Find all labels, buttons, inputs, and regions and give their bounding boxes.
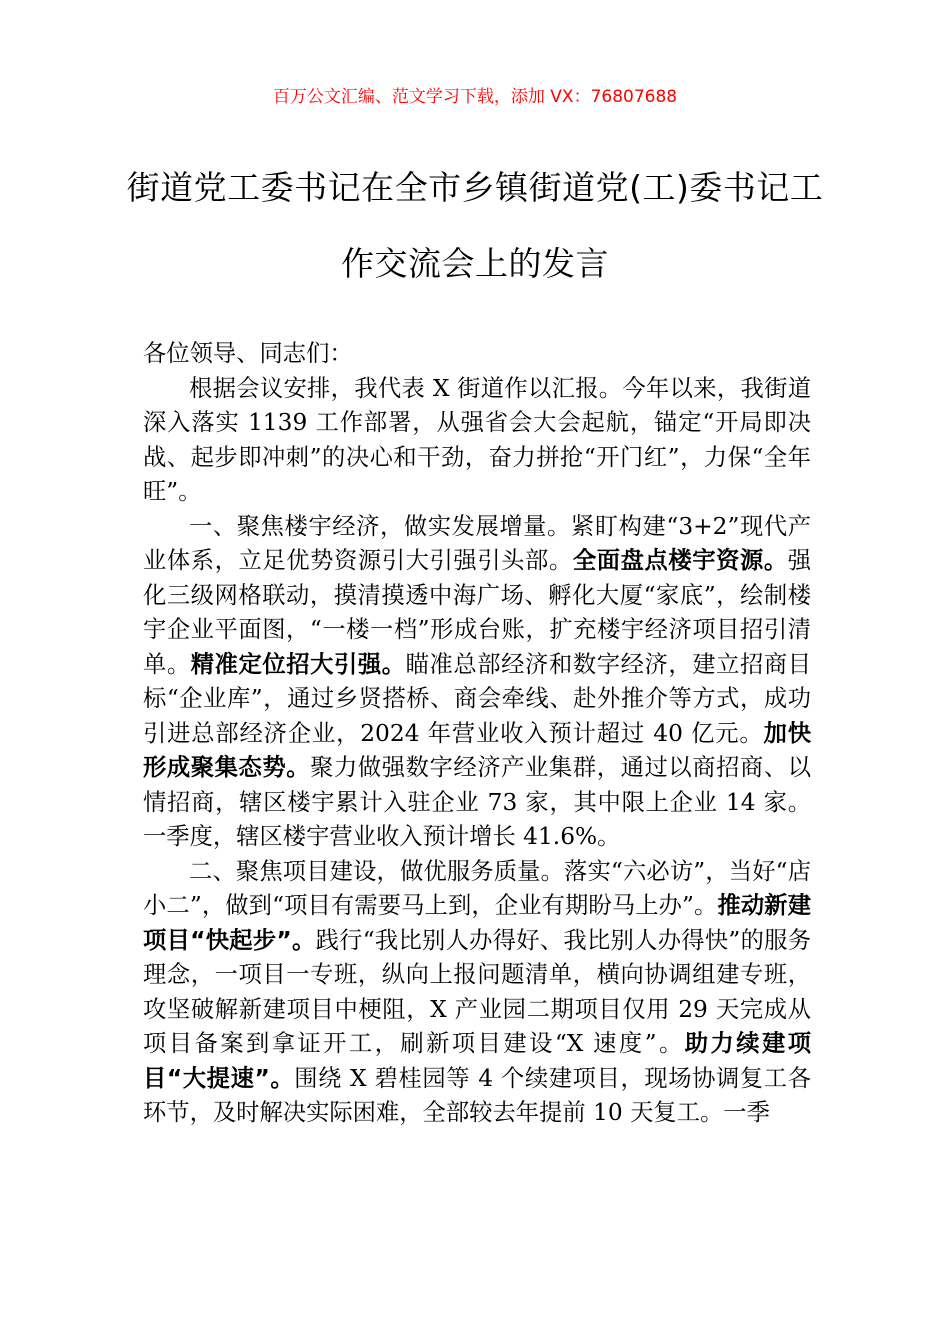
document-body (143, 337, 811, 1131)
section-one-bold-1: 全面盘点楼宇资源。 (572, 547, 788, 574)
section-two-bold-2: 助力续建项目“大提速”。 (143, 1030, 812, 1092)
section-one-text-3: 瞄准总部经济和数字经济，建立招商目标“企业库”，通过乡贤搭桥、商会牵线、赴外推介等方式，成功引进总部经济企业，2024 年营业收入预计超过 40 亿元。 (143, 650, 812, 747)
paragraph-section-two (143, 855, 811, 1131)
section-two-text-3: 围绕 X 碧桂园等 4 个续建项目，现场协调复工各环节，及时解决实际困难，全部较去年提前 10 天复工。一季 (143, 1064, 811, 1126)
section-two-bold-1: 推动新建项目“快起步”。 (143, 892, 812, 954)
paragraph-section-one (143, 510, 811, 855)
section-one-heading: 一、聚焦楼宇经济，做实发展增量。紧盯构建“3+2”现代产业体系，立足优势资源引大引强引头部。 (143, 512, 811, 574)
section-one-bold-2: 精准定位招大引强。 (190, 650, 406, 678)
section-two-text-2: 践行“我比别人办得好、我比别人办得快”的服务理念，一项目一专班，纵向上报问题清单，横向协调组建专班，攻坚破解新建项目中梗阻，X 产业园二期项目仅用 29 天完成从项目备案到拿证开工，刷新项目建设“X 速度”。 (143, 926, 812, 1057)
section-two-heading: 二、聚焦项目建设，做优服务质量。落实“六必访”，当好“店小二”，做到“项目有需要马上到，企业有期盼马上办”。 (143, 857, 811, 919)
header-watermark-note: 百万公文汇编、范文学习下载，添加 VX：76807688 (272, 87, 678, 107)
greeting: 各位领导、同志们： (143, 340, 353, 367)
paragraph-intro: 根据会议安排，我代表 X 街道作以汇报。今年以来，我街道深入落实 1139 工作部署，从强省会大会起航，锚定“开局即决战、起步即冲刺”的决心和干劲，奋力拼抢“开门红”，力保“全年旺”。 (143, 374, 811, 505)
section-one-bold-3: 加快形成聚集态势。 (143, 719, 811, 781)
section-one-text-4: 聚力做强数字经济产业集群，通过以商招商、以情招商，辖区楼宇累计入驻企业 73 家，其中限上企业 14 家。一季度，辖区楼宇营业收入预计增长 41.6%。 (143, 754, 812, 850)
section-one-text-2: 强化三级网格联动，摸清摸透中海广场、孵化大厦“家底”，绘制楼宇企业平面图，“一楼一档”形成台账，扩充楼宇经济项目招引清单。 (143, 547, 812, 678)
document-title: 街道党工委书记在全市乡镇街道党(工)委书记工作交流会上的发言 (126, 168, 824, 283)
